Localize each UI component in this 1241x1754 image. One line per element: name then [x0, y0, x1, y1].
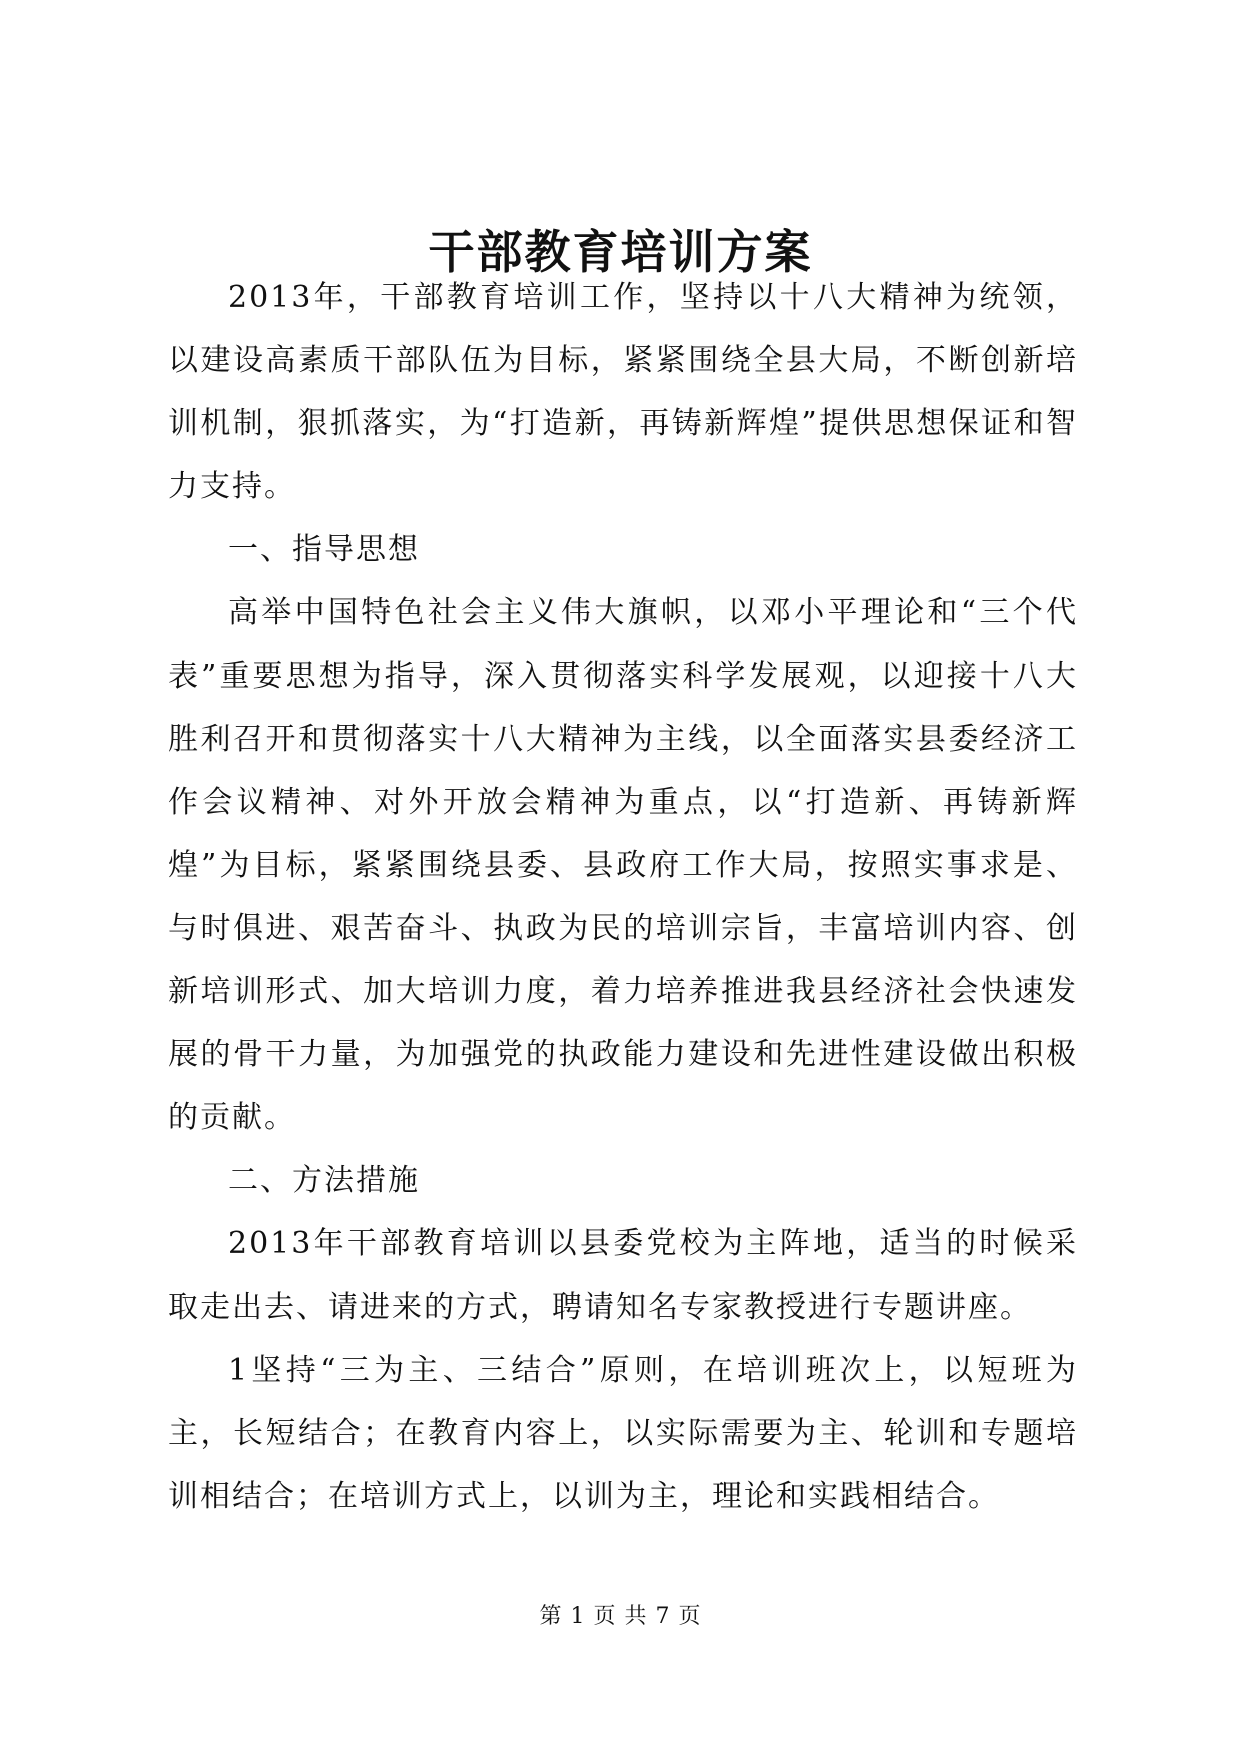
page-number-footer: 第 1 页 共 7 页 [539, 1604, 702, 1629]
guiding-thought-paragraph: 高举中国特色社会主义伟大旗帜，以邓小平理论和“三个代表”重要思想为指导，深入贯彻落实科学发展观，以迎接十八大胜利召开和贯彻落实十八大精神为主线，以全面落实县委经济工作会议精神、对外开放会精神为重点，以“打造新、再铸新辉煌”为目标，紧紧围绕县委、县政府工作大局，按照实事求是、与时俱进、艰苦奋斗、执政为民的培训宗旨，丰富培训内容、创新培训形式、加大培训力度，着力培养推进我县经济社会快速发展的骨干力量，为加强党的执政能力建设和先进性建设做出积极的贡献。 [168, 595, 1078, 1136]
intro-paragraph: 2013年，干部教育培训工作，坚持以十八大精神为统领，以建设高素质干部队伍为目标，紧紧围绕全县大局，不断创新培训机制，狠抓落实，为“打造新，再铸新辉煌”提供思想保证和智力支持。 [168, 280, 1078, 505]
document-body [168, 266, 1078, 1528]
principle-paragraph: 1坚持“三为主、三结合”原则，在培训班次上，以短班为主，长短结合；在教育内容上，以实际需要为主、轮训和专题培训相结合；在培训方式上，以训为主，理论和实践相结合。 [168, 1352, 1078, 1514]
section-heading-methods: 二、方法措施 [228, 1163, 420, 1199]
section-heading-guiding-thought: 一、指导思想 [228, 532, 420, 568]
document-title: 干部教育培训方案 [428, 225, 813, 279]
methods-paragraph: 2013年干部教育培训以县委党校为主阵地，适当的时候采取走出去、请进来的方式，聘请知名专家教授进行专题讲座。 [168, 1226, 1078, 1325]
